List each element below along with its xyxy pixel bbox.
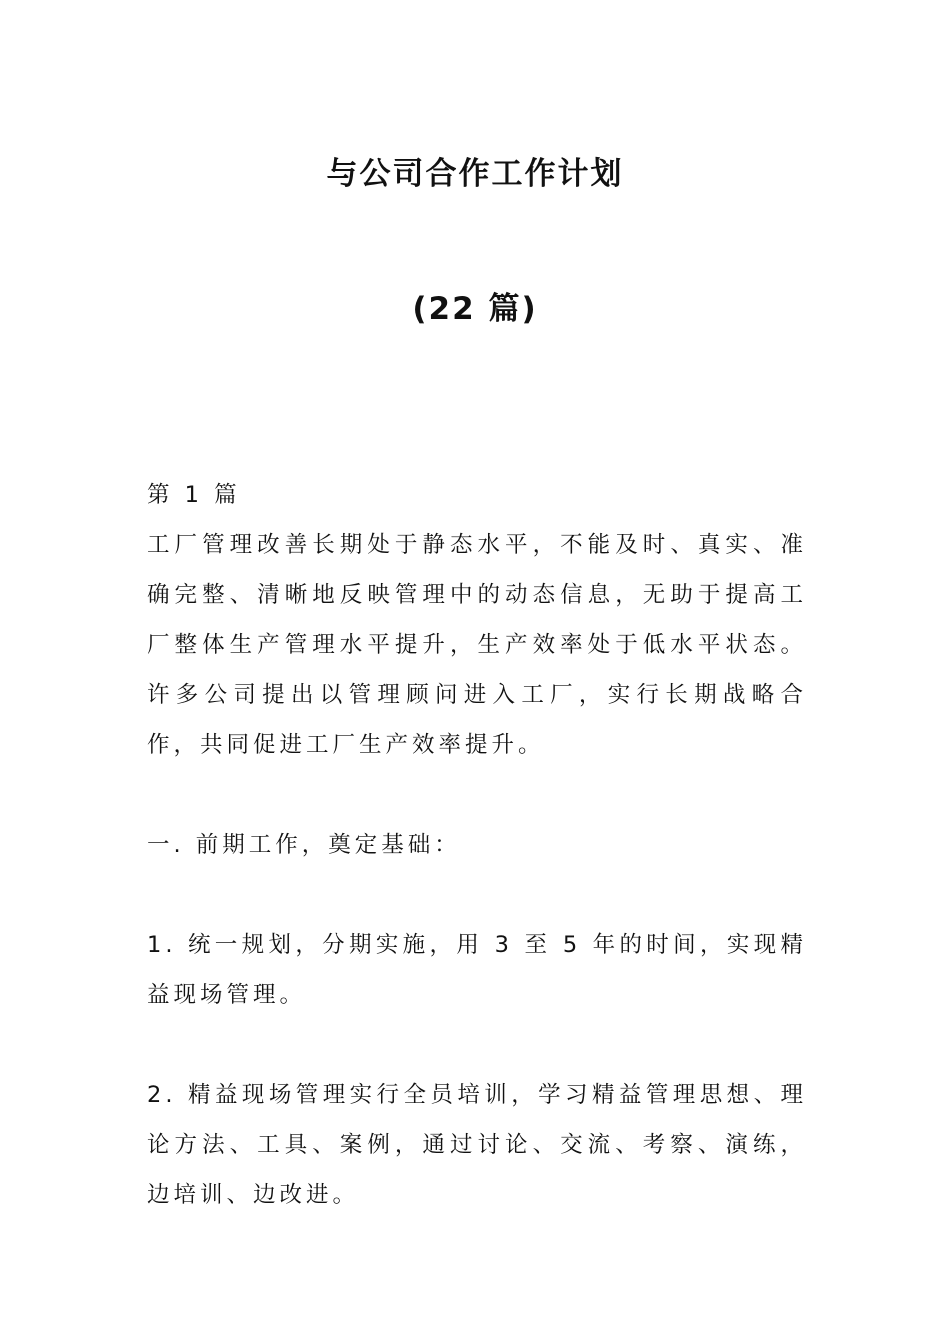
part-heading: 一. 前期工作，奠定基础：	[147, 832, 461, 858]
list-item-2: 2. 精益现场管理实行全员培训，学习精益管理思想、理论方法、工具、案例，通过讨论、交流、考察、演练，边培训、边改进。	[147, 1082, 807, 1208]
intro-paragraph: 工厂管理改善长期处于静态水平，不能及时、真实、准确完整、清晰地反映管理中的动态信息，无助于提高工厂整体生产管理水平提升，生产效率处于低水平状态。许多公司提出以管理顾问进入工厂，实行长期战略合作，共同促进工厂生产效率提升。	[147, 532, 807, 758]
list-item-1: 1. 统一规划，分期实施，用 3 至 5 年的时间，实现精益现场管理。	[147, 932, 807, 1008]
section-heading: 第 1 篇	[147, 482, 241, 508]
document-subtitle: (22 篇)	[412, 291, 538, 327]
document-body	[147, 470, 807, 1220]
document-title: 与公司合作工作计划	[326, 156, 624, 192]
